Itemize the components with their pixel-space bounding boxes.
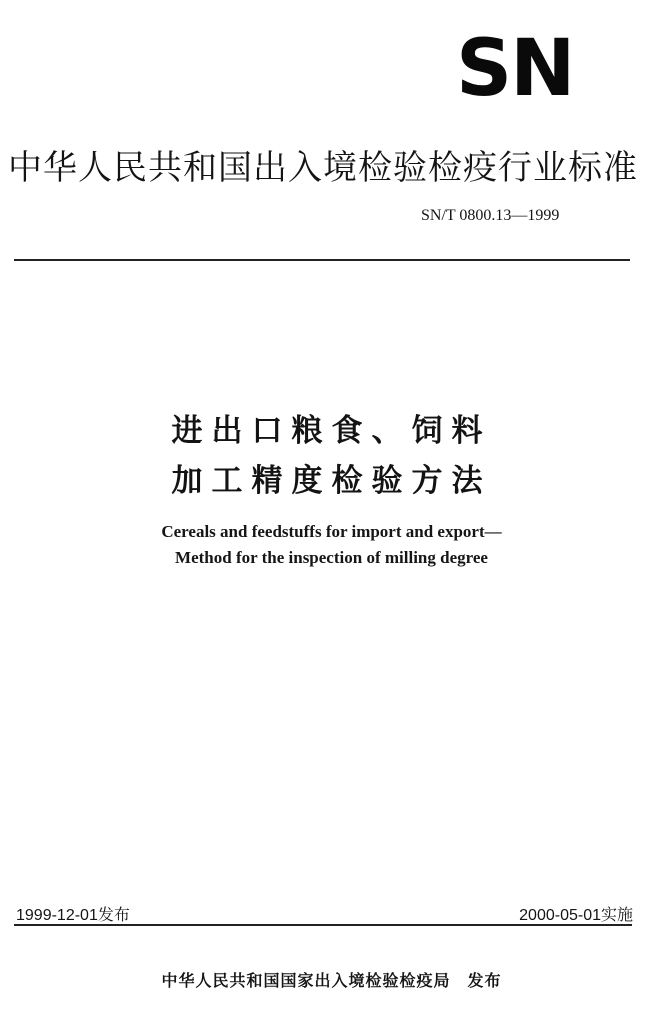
english-title-line1: Cereals and feedstuffs for import and export— [161,522,502,541]
chinese-title-line2: 加工精度检验方法 [171,463,492,499]
issue-date: 1999-12-01发布 [16,907,130,924]
footer-divider [14,924,632,926]
english-title-line2: Method for the inspection of milling degree [175,548,488,567]
standard-code: SN/T 0800.13—1999 [421,207,560,224]
publisher-line: 中华人民共和国国家出入境检验检疫局 发布 [161,971,502,990]
sn-logo: SN [456,24,574,114]
organization-title: 中华人民共和国出入境检验检疫行业标准 [8,148,638,188]
header-divider [14,259,630,261]
chinese-title-line1: 进出口粮食、饲料 [171,413,492,449]
implementation-date: 2000-05-01实施 [519,907,633,924]
